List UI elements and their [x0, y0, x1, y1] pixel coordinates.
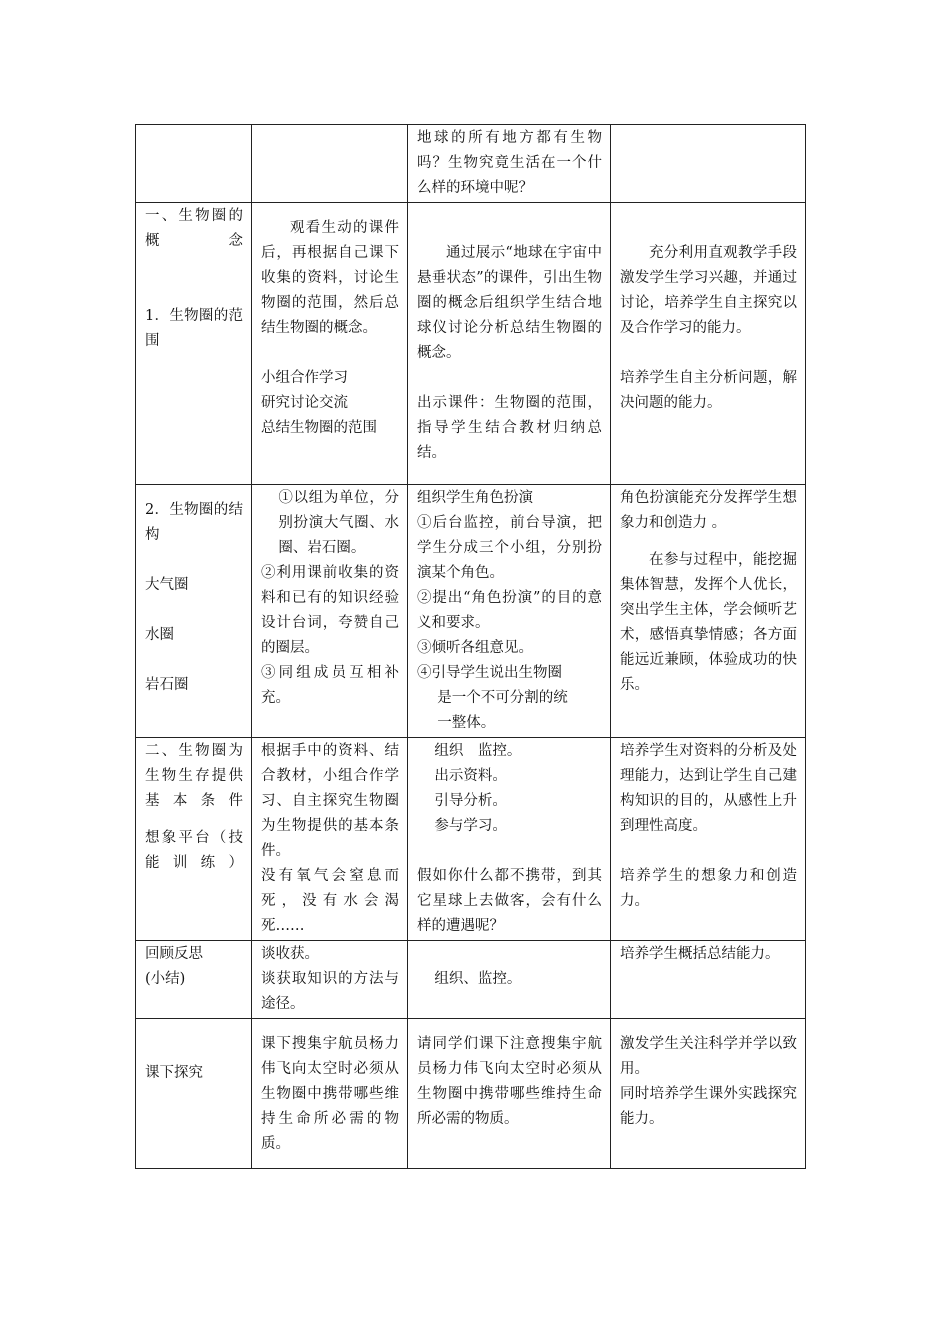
- cell-text: 地球的所有地方都有生物吗？生物究竟生活在一个什么样的环境中呢？: [417, 130, 602, 196]
- cell-text: 同时培养学生课外实践探究能力。: [620, 1086, 797, 1127]
- cell-text: 培养学生对资料的分析及处理能力，达到让学生自己建构知识的目的，从感性上升到理性高度。: [620, 743, 797, 834]
- cell-text: 想象平台（技能训练）: [145, 830, 243, 871]
- table-row: [136, 941, 806, 1019]
- cell-text: 请同学们课下注意搜集宇航员杨力伟飞向太空时必须从生物圈中携带哪些维持生命所必需的物质。: [417, 1036, 602, 1127]
- cell-text: 水圈: [145, 627, 174, 643]
- cell-text: 大气圈: [145, 577, 189, 593]
- cell-text: 1．生物圈的范围: [145, 308, 243, 349]
- cell-text: 培养学生自主分析问题，解决问题的能力。: [620, 370, 797, 411]
- cell-topic: [136, 125, 252, 203]
- cell-student-activity: [252, 203, 408, 485]
- cell-text: ①以组为单位，分别扮演大气圈、水圈、岩石圈。: [278, 490, 399, 556]
- lesson-plan-table: [135, 124, 806, 1169]
- table-row: [136, 125, 806, 203]
- cell-text: 二、生物圈为生物生存提供基本条件: [145, 743, 243, 809]
- table-row: [136, 1019, 806, 1169]
- cell-text: ③倾听各组意见。: [417, 640, 533, 656]
- cell-text: 谈收获。: [261, 946, 319, 962]
- cell-topic: [136, 485, 252, 738]
- cell-text: 组织学生角色扮演: [417, 490, 533, 506]
- cell-text: ①后台监控，前台导演，把学生分成三个小组，分别扮演某个角色。: [417, 515, 602, 581]
- cell-text: 引导分析。: [434, 793, 507, 809]
- cell-text: 出示课件：生物圈的范围，指导学生结合教材归纳总结。: [417, 395, 602, 461]
- cell-student-activity: [252, 1019, 408, 1169]
- cell-text: 培养学生的想象力和创造力。: [620, 868, 797, 909]
- table-row: [136, 738, 806, 941]
- cell-student-activity: [252, 485, 408, 738]
- cell-design-intent: [611, 203, 806, 485]
- cell-teacher-activity: [408, 485, 611, 738]
- cell-text: 角色扮演能充分发挥学生想象力和创造力 。: [620, 490, 797, 531]
- cell-text: 培养学生概括总结能力。: [620, 946, 780, 962]
- cell-text: 是一个不可分割的统: [437, 690, 568, 706]
- cell-text: 一、生物圈的概念: [145, 208, 243, 249]
- cell-text: ②利用课前收集的资料和已有的知识经验设计台词，夸赞自己的圈层。: [261, 565, 399, 656]
- cell-topic: [136, 941, 252, 1019]
- cell-text: 岩石圈: [145, 677, 189, 693]
- cell-text: 根据手中的资料、结合教材，小组合作学习、自主探究生物圈为生物提供的基本条件。: [261, 743, 399, 859]
- cell-text: 在参与过程中，能挖掘集体智慧，发挥个人优长，突出学生主体，学会倾听艺术，感悟真挚情感；各方面能远近兼顾，体验成功的快乐。: [620, 552, 797, 693]
- cell-text: 组织、监控。: [434, 971, 522, 987]
- cell-design-intent: [611, 125, 806, 203]
- cell-text: 回顾反思: [145, 946, 203, 962]
- cell-teacher-activity: [408, 1019, 611, 1169]
- cell-text: 研究讨论交流: [261, 395, 348, 411]
- cell-text: 谈获取知识的方法与途径。: [261, 971, 399, 1012]
- cell-student-activity: [252, 738, 408, 941]
- cell-text: 参与学习。: [434, 818, 507, 834]
- cell-topic: [136, 1019, 252, 1169]
- cell-teacher-activity: [408, 203, 611, 485]
- cell-text: 充分利用直观教学手段激发学生学习兴趣，并通过讨论，培养学生自主探究以及合作学习的能力。: [620, 245, 797, 336]
- cell-text: 观看生动的课件后，再根据自己课下收集的资料，讨论生物圈的范围，然后总结生物圈的概念。: [261, 220, 399, 336]
- cell-text: 小组合作学习: [261, 370, 348, 386]
- cell-topic: [136, 203, 252, 485]
- cell-topic: [136, 738, 252, 941]
- cell-design-intent: [611, 738, 806, 941]
- cell-design-intent: [611, 1019, 806, 1169]
- cell-design-intent: [611, 941, 806, 1019]
- cell-text: 通过展示“地球在宇宙中悬垂状态”的课件，引出生物圈的概念后组织学生结合地球仪讨论分析总结生物圈的概念。: [417, 245, 602, 361]
- cell-student-activity: [252, 125, 408, 203]
- cell-text: 假如你什么都不携带，到其它星球上去做客，会有什么样的遭遇呢？: [417, 868, 602, 934]
- cell-student-activity: [252, 941, 408, 1019]
- table-row: [136, 485, 806, 738]
- cell-text: ④引导学生说出生物圈: [417, 665, 562, 681]
- cell-teacher-activity: [408, 738, 611, 941]
- cell-design-intent: [611, 485, 806, 738]
- cell-text: ③同组成员互相补充。: [261, 665, 399, 706]
- cell-text: 没有氧气会窒息而死，没有水会渴死……: [261, 868, 399, 934]
- table-row: [136, 203, 806, 485]
- cell-text: 激发学生关注科学并学以致用。: [620, 1036, 797, 1077]
- cell-teacher-activity: [408, 125, 611, 203]
- cell-text: ②提出“角色扮演”的目的意义和要求。: [417, 590, 602, 631]
- cell-text: 课下探究: [145, 1065, 203, 1081]
- cell-text: 出示资料。: [434, 768, 507, 784]
- cell-text: 课下搜集宇航员杨力伟飞向太空时必须从生物圈中携带哪些维持生命所必需的物质。: [261, 1036, 399, 1152]
- cell-text: 总结生物圈的范围: [261, 420, 377, 436]
- cell-text: (小结): [145, 971, 186, 987]
- cell-text: 组织 监控。: [434, 743, 522, 759]
- cell-text: 2．生物圈的结构: [145, 502, 243, 543]
- cell-text: 一整体。: [437, 715, 496, 731]
- cell-teacher-activity: [408, 941, 611, 1019]
